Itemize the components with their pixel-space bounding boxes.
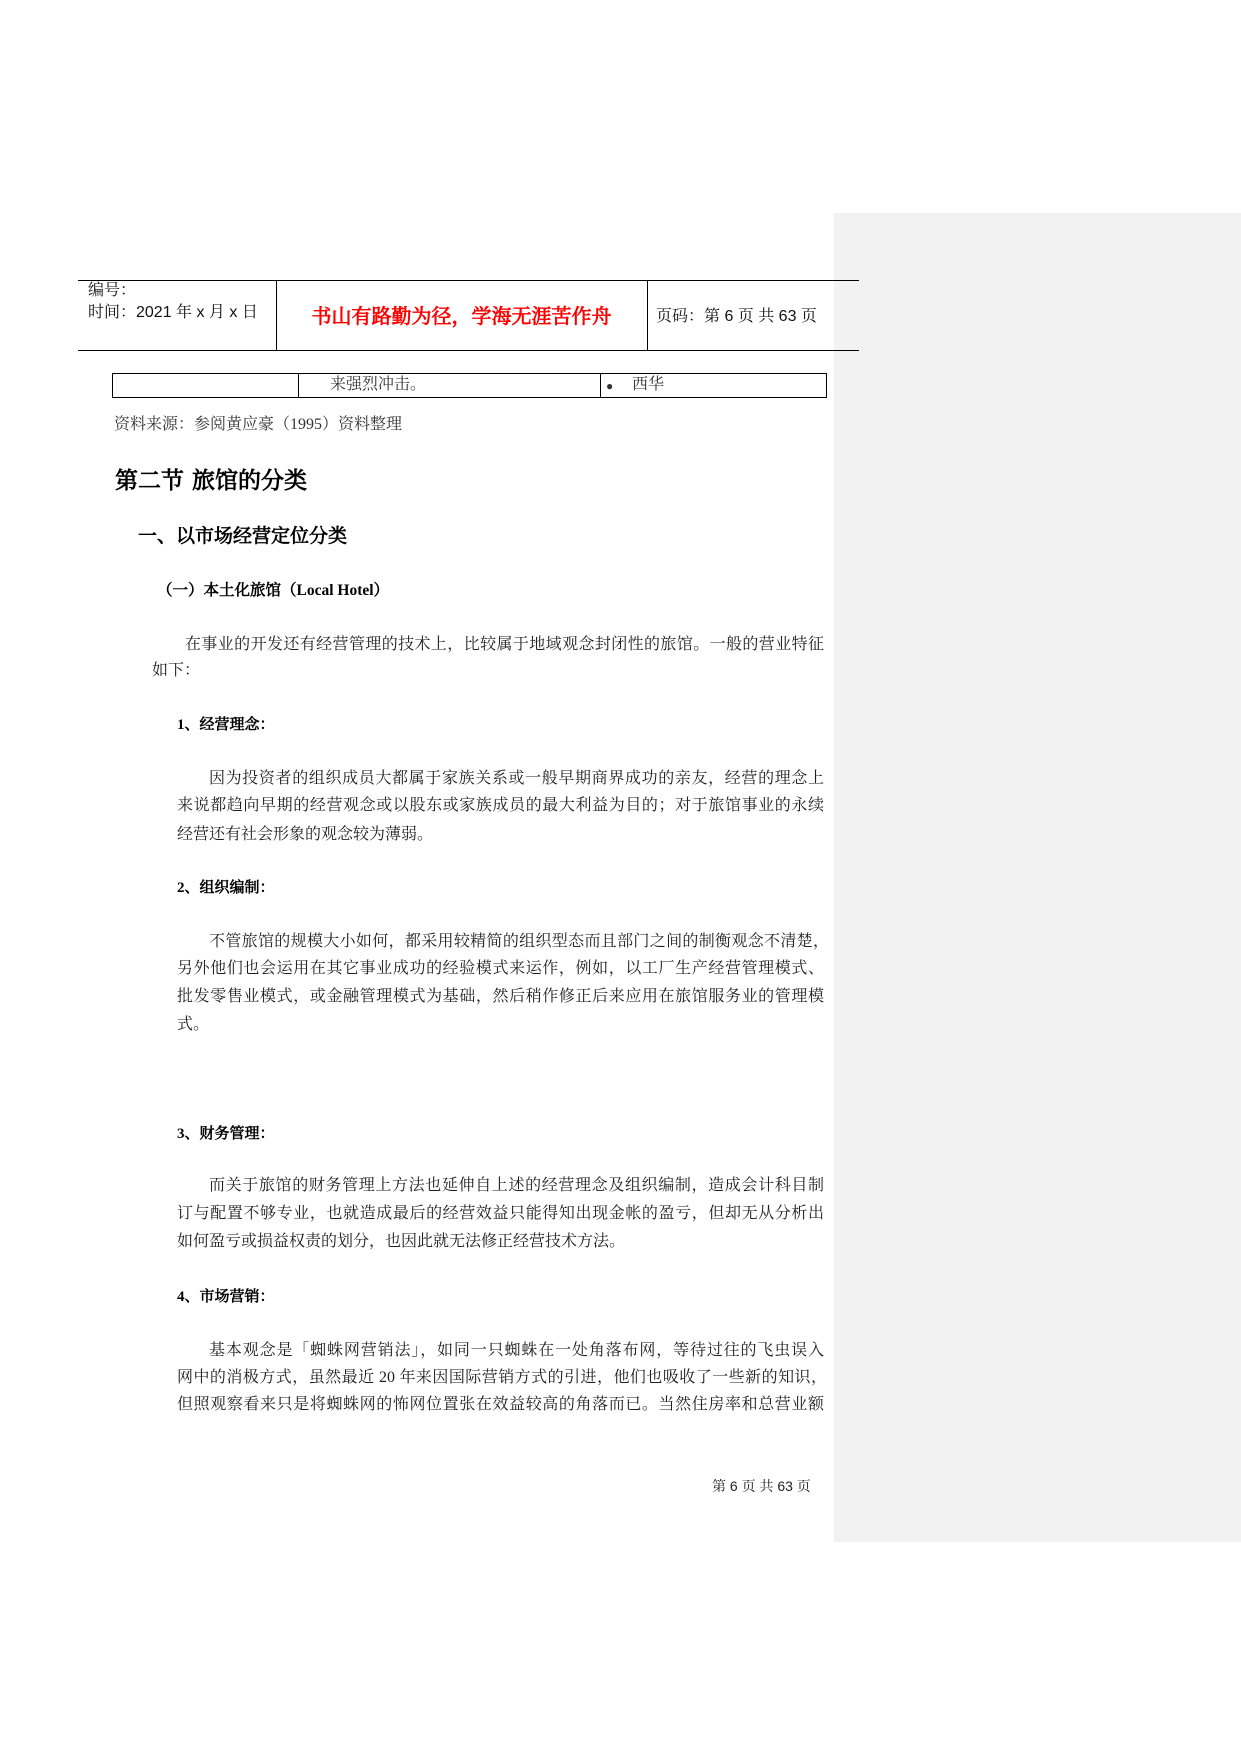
header-page-info: 页码：第 6 页 共 63 页 (656, 308, 817, 325)
paragraph-line: 另外他们也会运用在其它事业成功的经验模式来运作，例如，以工厂生产经营管理模式、 (177, 960, 824, 977)
paragraph-line: 式。 (177, 1016, 210, 1033)
item-heading: 4、市场营销： (177, 1289, 275, 1305)
page-footer: 第 6 页 共 63 页 (712, 1478, 811, 1494)
subsubsection-title: （一）本土化旅馆（Local Hotel） (157, 582, 390, 599)
header-bottom-rule (78, 350, 859, 351)
header-divider (647, 280, 648, 350)
item-heading: 3、财务管理： (177, 1126, 275, 1142)
paragraph-line: 而关于旅馆的财务管理上方法也延伸自上述的经营理念及组织编制，造成会计科目制 (209, 1177, 824, 1194)
paragraph-line: 在事业的开发还有经营管理的技术上，比较属于地域观念封闭性的旅馆。一般的营业特征 (185, 636, 824, 653)
table-cell-divider (600, 374, 601, 397)
item-heading: 1、经营理念： (177, 717, 275, 733)
paragraph-line: 批发零售业模式，或金融管理模式为基础，然后稍作修正后来应用在旅馆服务业的管理模 (177, 988, 824, 1005)
header-motto: 书山有路勤为径，学海无涯苦作舟 (311, 304, 612, 328)
table-cell-text: 来强烈冲击。 (330, 376, 427, 393)
paragraph-line: 基本观念是「蜘蛛网营销法」，如同一只蜘蛛在一处角落布网，等待过往的飞虫误入 (209, 1342, 824, 1359)
paragraph-line: 但照观察看来只是将蜘蛛网的怖网位置张在效益较高的角落而已。当然住房率和总营业额 (177, 1396, 824, 1413)
paragraph-line: 经营还有社会形象的观念较为薄弱。 (177, 826, 434, 843)
table-cell-location: 西华 (632, 376, 665, 393)
header-number-label: 编号： (88, 282, 137, 299)
subsection-title: 一、以市场经营定位分类 (138, 525, 348, 547)
paragraph-line: 来说都趋向早期的经营观念或以股东或家族成员的最大利益为目的；对于旅馆事业的永续 (177, 797, 824, 814)
header-top-rule (78, 280, 859, 281)
source-note: 资料来源：参阅黄应豪（1995）资料整理 (114, 416, 403, 433)
paragraph-line: 不管旅馆的规模大小如何，都采用较精简的组织型态而且部门之间的制衡观念不清楚， (209, 933, 829, 950)
bullet-icon: ● (606, 379, 614, 393)
paragraph-line: 订与配置不够专业，也就造成最后的经营效益只能得知出现金帐的盈亏，但却无从分析出 (177, 1205, 824, 1222)
section-title: 第二节 旅馆的分类 (115, 468, 308, 494)
item-heading: 2、组织编制： (177, 880, 275, 896)
paragraph-line: 因为投资者的组织成员大都属于家族关系或一般早期商界成功的亲友，经营的理念上 (209, 770, 824, 787)
table-row (112, 373, 827, 398)
paragraph-line: 如下： (152, 662, 201, 679)
paragraph-line: 如何盈亏或损益权责的划分，也因此就无法修正经营技术方法。 (177, 1233, 626, 1250)
paragraph-line: 网中的消极方式，虽然最近 20 年来因国际营销方式的引进，他们也吸收了一些新的知识， (177, 1369, 827, 1386)
comment-pane (834, 213, 1241, 1542)
header-date: 时间：2021 年 x 月 x 日 (88, 304, 258, 321)
table-cell-divider (298, 374, 299, 397)
